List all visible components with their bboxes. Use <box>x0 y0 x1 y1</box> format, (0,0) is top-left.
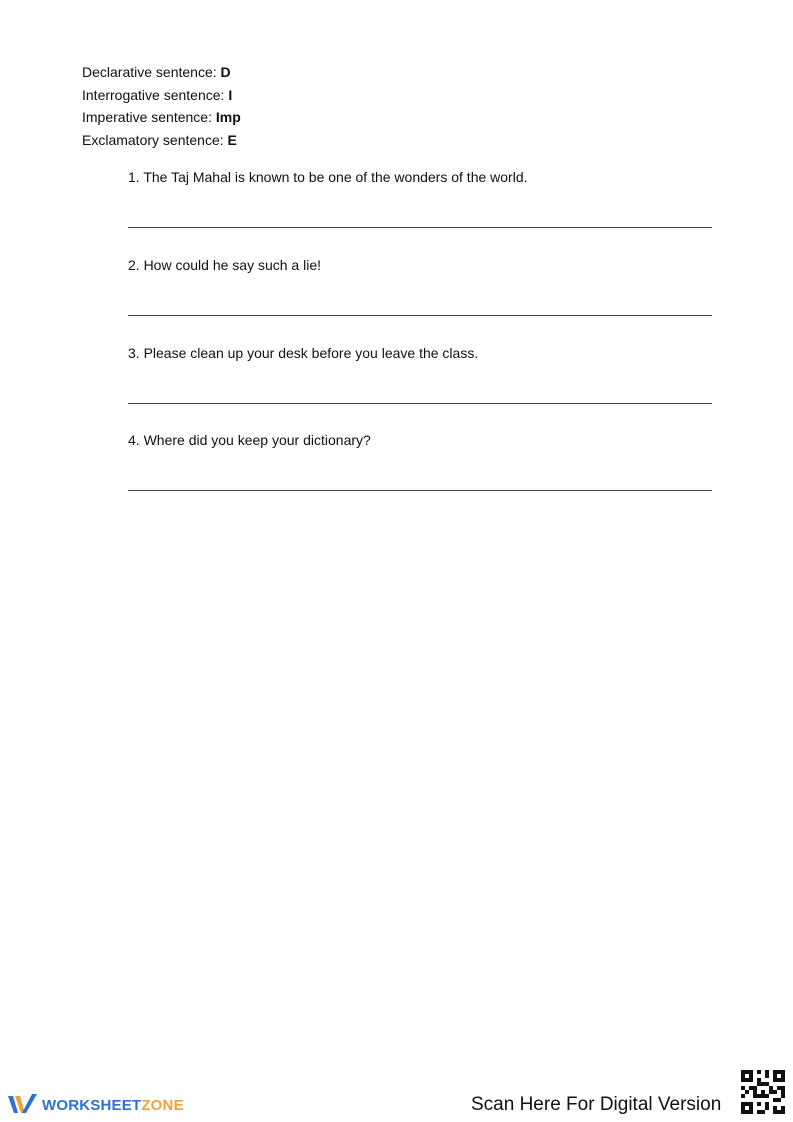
answer-line[interactable] <box>128 227 712 228</box>
legend-label: Imperative sentence: <box>82 109 216 125</box>
question-text: 2. How could he say such a lie! <box>128 257 321 273</box>
logo-mark-icon <box>8 1093 38 1117</box>
legend-interrogative <box>82 84 241 107</box>
scan-instruction: Scan Here For Digital Version <box>471 1094 722 1115</box>
logo-text <box>42 1097 184 1114</box>
logo-word-worksheet: WORKSHEET <box>42 1096 142 1114</box>
legend-label: Declarative sentence: <box>82 64 221 80</box>
question-3 <box>128 344 712 362</box>
question-text: 1. The Taj Mahal is known to be one of the wonders of the world. <box>128 169 528 185</box>
answer-line[interactable] <box>128 315 712 316</box>
question-4 <box>128 431 712 449</box>
legend-code: E <box>227 131 237 148</box>
legend-exclamatory <box>82 129 241 152</box>
question-text: 4. Where did you keep your dictionary? <box>128 432 371 448</box>
legend-code: D <box>220 64 231 80</box>
question-1 <box>128 168 712 186</box>
legend-code: I <box>228 86 233 103</box>
qr-code-icon[interactable] <box>741 1070 785 1114</box>
legend-code: Imp <box>215 109 241 125</box>
legend-label: Interrogative sentence: <box>82 86 229 103</box>
legend-declarative <box>82 61 241 84</box>
answer-line[interactable] <box>128 403 712 404</box>
question-text: 3. Please clean up your desk before you leave the class. <box>128 345 479 361</box>
worksheetzone-logo <box>8 1093 184 1117</box>
legend-imperative <box>82 106 241 129</box>
logo-word-zone: ZONE <box>141 1096 184 1114</box>
sentence-type-legend <box>82 61 241 151</box>
legend-label: Exclamatory sentence: <box>82 131 228 148</box>
question-2 <box>128 256 712 274</box>
answer-line[interactable] <box>128 490 712 491</box>
